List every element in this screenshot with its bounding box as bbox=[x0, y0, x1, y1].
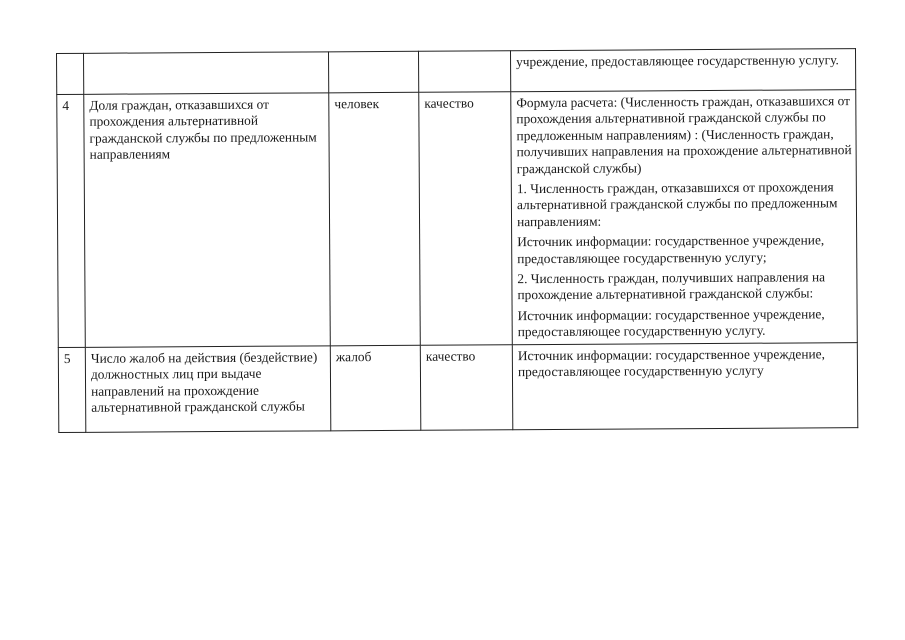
indicator-name-cell: Доля граждан, отказавшихся от прохождения альтернативной гражданской службы по предложенным направлениям bbox=[84, 93, 331, 347]
table-row bbox=[57, 90, 858, 348]
calculation-method-cell bbox=[512, 342, 858, 429]
method-paragraph: Источник информации: государственное учреждение, предоставляющее государственную услугу. bbox=[517, 306, 825, 340]
indicator-name-cell bbox=[84, 52, 329, 94]
unit-cell bbox=[328, 51, 418, 93]
method-paragraph: Источник информации: государственное учреждение, предоставляющее государственную услугу bbox=[517, 345, 825, 380]
method-paragraph: 2. Численность граждан, получивших направления на прохождение альтернативной гражданской службы: bbox=[517, 269, 826, 303]
method-paragraph: учреждение, предоставляющее государственную услугу. bbox=[516, 52, 839, 70]
indicator-type-cell: качество bbox=[420, 344, 513, 430]
table-row bbox=[57, 49, 856, 95]
row-number-cell: 5 bbox=[58, 347, 86, 432]
calculation-method-cell bbox=[510, 49, 855, 92]
table-row bbox=[58, 342, 858, 432]
row-number-cell bbox=[57, 53, 84, 94]
indicators-table bbox=[56, 48, 858, 433]
indicator-name-cell: Число жалоб на действия (бездействие) должностных лиц при выдаче направлений на прохождение альтернативной гражданской службы bbox=[85, 346, 331, 432]
row-number-cell: 4 bbox=[57, 94, 86, 347]
unit-cell: жалоб bbox=[330, 345, 421, 431]
calculation-method-cell bbox=[511, 90, 858, 345]
method-paragraph: Формула расчета: (Численность граждан, отказавшихся от прохождения альтернативной гражданской службы по предложенным направлениям) : (Численность граждан, получивших направления на прохождение альтернативной гражданской службы) bbox=[516, 93, 852, 176]
method-paragraph: 1. Численность граждан, отказавшихся от прохождения альтернативной гражданской службы по предложенным направлениям: bbox=[516, 179, 838, 230]
method-paragraph: Источник информации: государственное учреждение, предоставляющее государственную услугу; bbox=[517, 232, 825, 266]
unit-cell: человек bbox=[329, 92, 421, 345]
indicator-type-cell: качество bbox=[419, 92, 513, 345]
indicator-type-cell bbox=[418, 51, 510, 93]
